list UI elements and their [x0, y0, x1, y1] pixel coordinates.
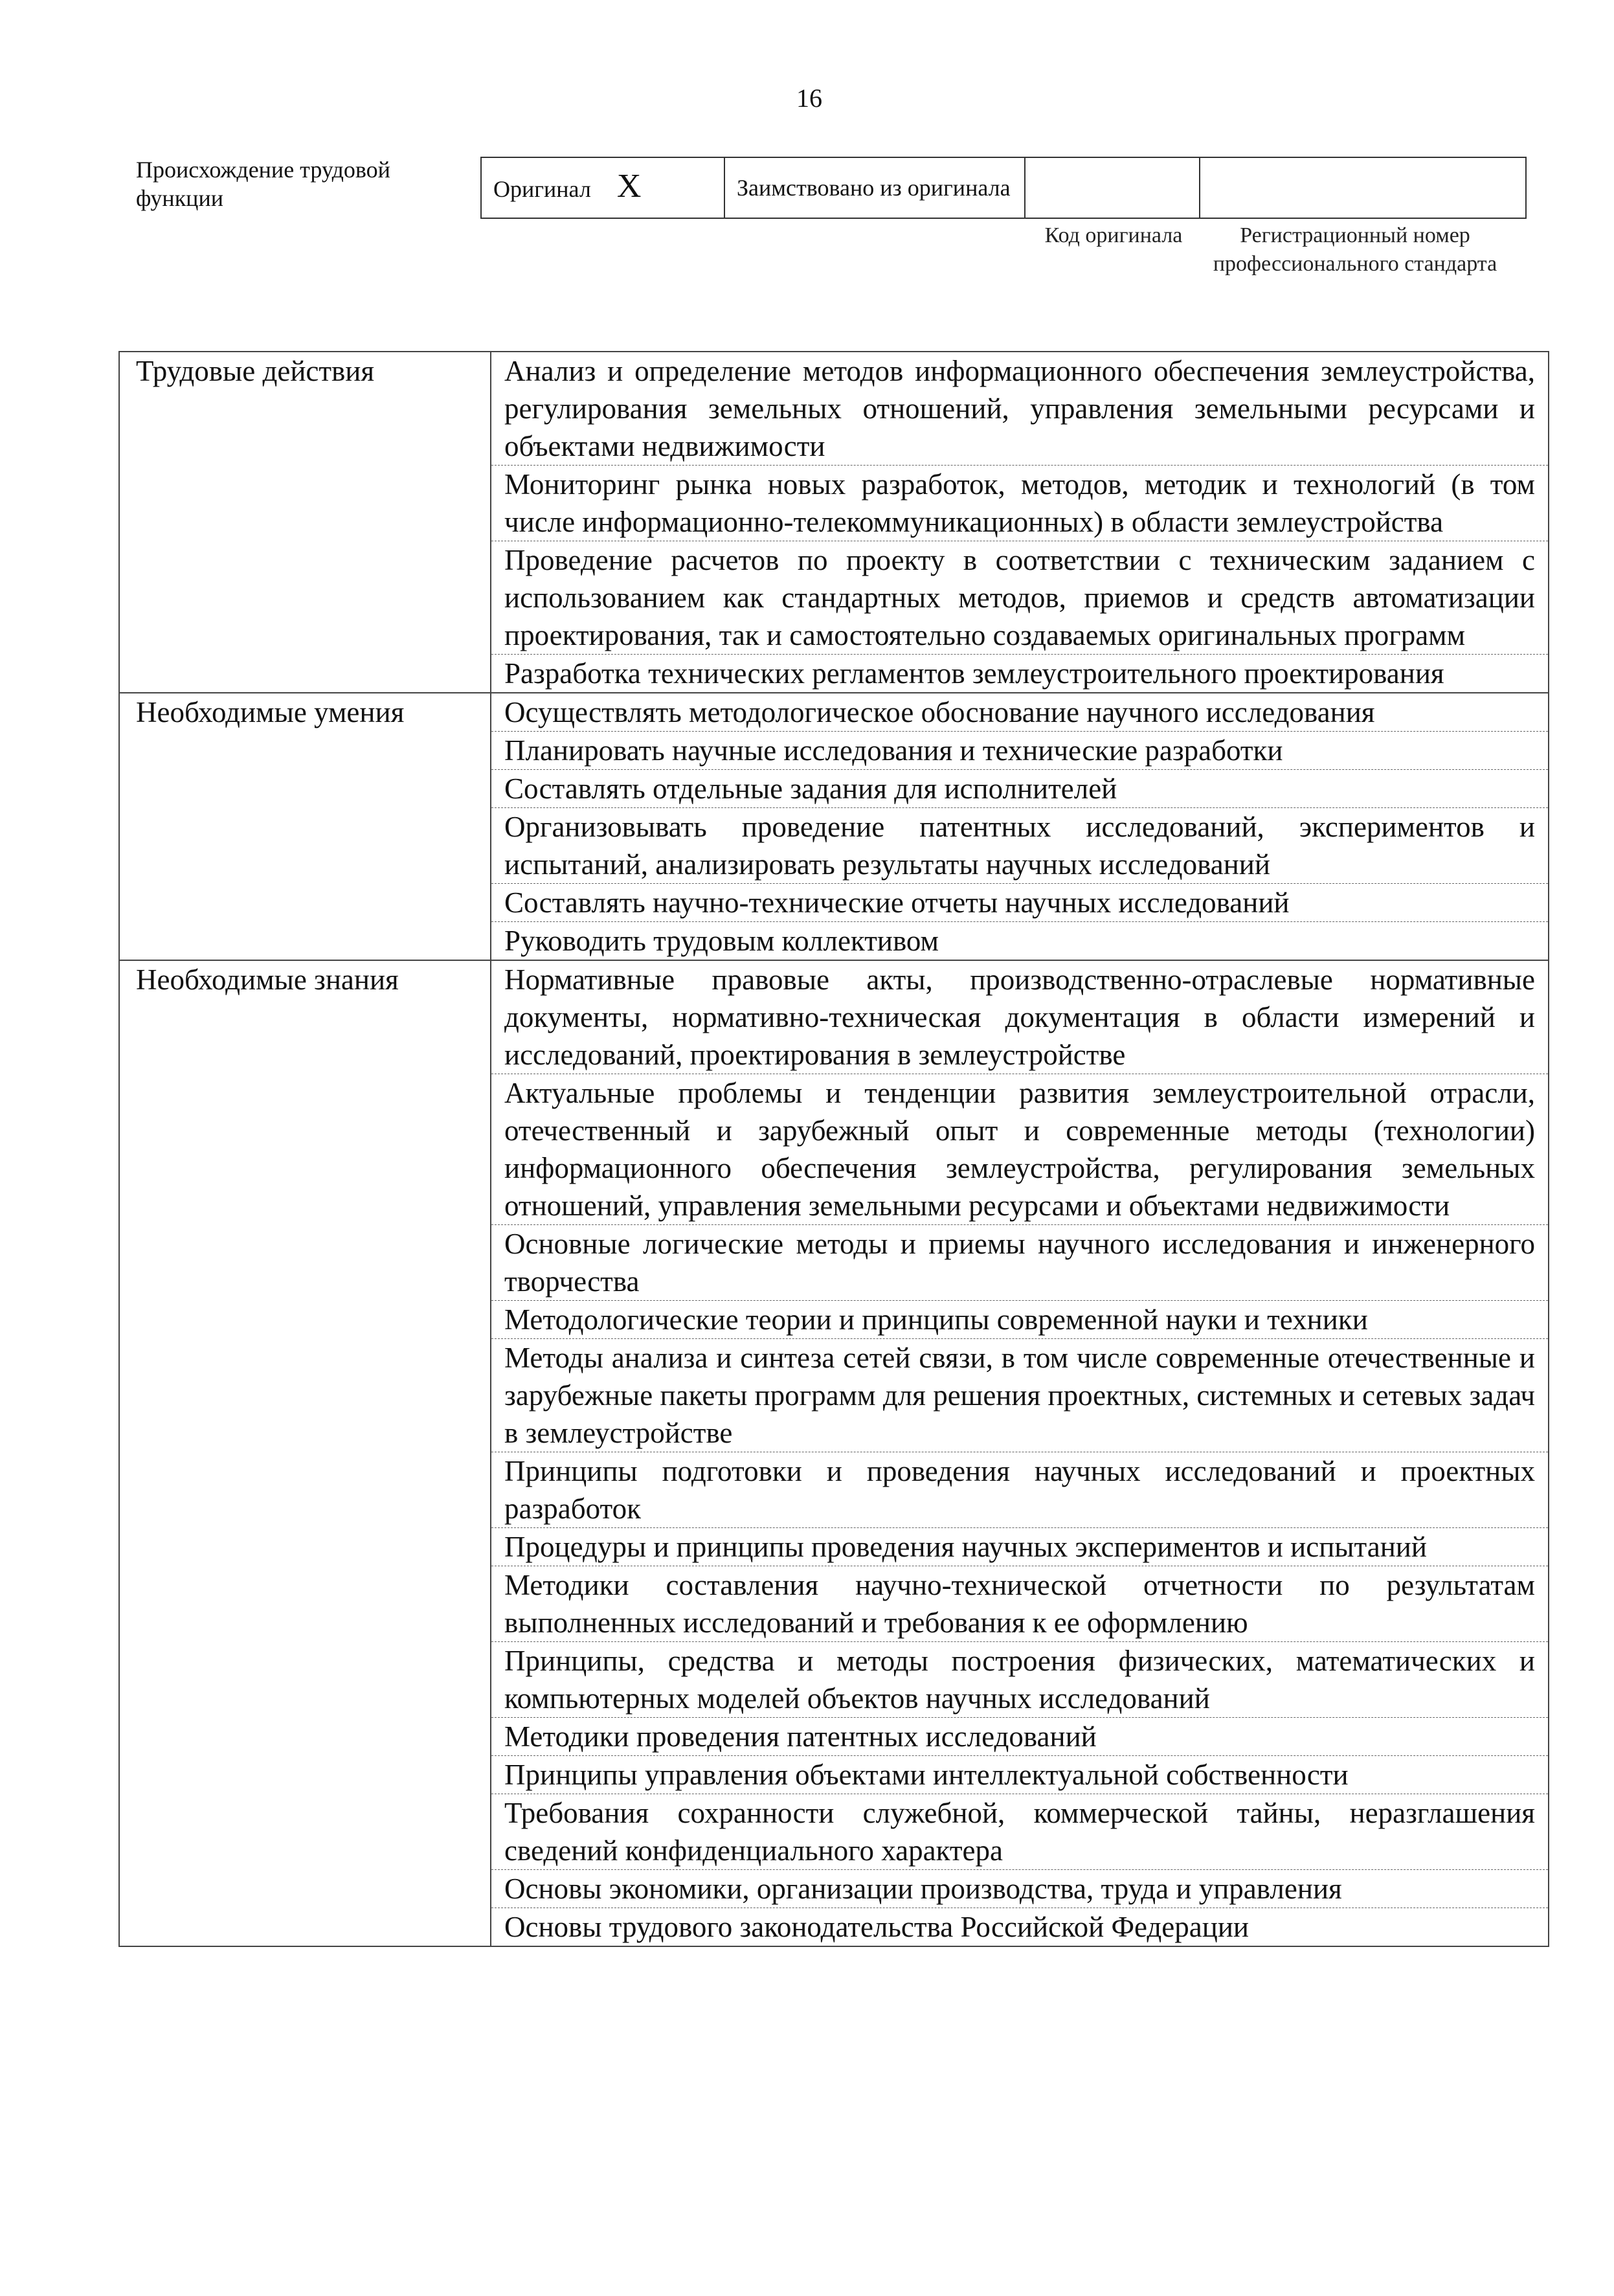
category-label: Трудовые действия [119, 352, 491, 466]
table-cell-item: Методологические теории и принципы современной науки и техники [491, 1301, 1549, 1339]
borrowed-cell [724, 157, 1025, 218]
table-cell-item: Нормативные правовые акты, производственно-отраслевые нормативные документы, нормативно-техническая документация в области измерений и исследований, проектирования в землеустройстве [491, 960, 1549, 1074]
table-row [119, 1566, 1549, 1642]
table-cell-item: Методики проведения патентных исследований [491, 1718, 1549, 1756]
table-cell-item: Составлять отдельные задания для исполнителей [491, 770, 1549, 808]
table-cell-item: Основные логические методы и приемы научного исследования и инженерного творчества [491, 1225, 1549, 1301]
category-spacer [119, 1339, 491, 1452]
category-spacer [119, 1642, 491, 1718]
category-spacer [119, 808, 491, 884]
borrowed-label: Заимствовано из оригинала [737, 175, 1011, 201]
category-spacer [119, 884, 491, 922]
labor-function-table [118, 351, 1549, 1947]
category-spacer [119, 1718, 491, 1756]
table-row [119, 732, 1549, 770]
table-row [119, 770, 1549, 808]
table-row [119, 693, 1549, 732]
table-row [119, 655, 1549, 693]
table-cell-item: Основы экономики, организации производства, труда и управления [491, 1870, 1549, 1908]
table-cell-item: Составлять научно-технические отчеты научных исследований [491, 884, 1549, 922]
table-row [119, 466, 1549, 541]
category-label: Необходимые знания [119, 960, 491, 1074]
table-cell-item: Мониторинг рынка новых разработок, методов, методик и технологий (в том числе информационно-телекоммуникационных) в области землеустройства [491, 466, 1549, 541]
table-row [119, 1908, 1549, 1947]
table-cell-item: Методы анализа и синтеза сетей связи, в том числе современные отечественные и зарубежные пакеты программ для решения проектных, системных и сетевых задач в землеустройстве [491, 1339, 1549, 1452]
table-cell-item: Руководить трудовым коллективом [491, 922, 1549, 961]
category-label: Необходимые умения [119, 693, 491, 732]
category-spacer [119, 1528, 491, 1566]
category-spacer [119, 541, 491, 655]
category-spacer [119, 922, 491, 961]
category-spacer [119, 1794, 491, 1870]
table-cell-item: Принципы подготовки и проведения научных исследований и проектных разработок [491, 1452, 1549, 1528]
table-row [119, 884, 1549, 922]
code-caption: Код оригинала [1044, 223, 1183, 247]
table-cell-item: Требования сохранности служебной, коммерческой тайны, неразглашения сведений конфиденциального характера [491, 1794, 1549, 1870]
table-cell-item: Разработка технических регламентов землеустроительного проектирования [491, 655, 1549, 693]
table-row [119, 960, 1549, 1074]
table-row [119, 1794, 1549, 1870]
category-spacer [119, 1908, 491, 1947]
table-cell-item: Основы трудового законодательства Российской Федерации [491, 1908, 1549, 1947]
category-spacer [119, 1870, 491, 1908]
origin-table [480, 157, 1527, 219]
category-spacer [119, 1074, 491, 1225]
table-row [119, 541, 1549, 655]
table-row [119, 1528, 1549, 1566]
table-cell-item: Методики составления научно-технической отчетности по результатам выполненных исследований и требования к ее оформлению [491, 1566, 1549, 1642]
table-cell-item: Актуальные проблемы и тенденции развития землеустроительной отрасли, отечественный и зарубежный опыт и современные методы (технологии) информационного обеспечения землеустройства, регулирования земельных отношений, управления земельными ресурсами и объектами недвижимости [491, 1074, 1549, 1225]
category-spacer [119, 1452, 491, 1528]
original-label: Оригинал [493, 176, 591, 202]
table-cell-item: Организовывать проведение патентных исследований, экспериментов и испытаний, анализировать результаты научных исследований [491, 808, 1549, 884]
table-cell-item: Осуществлять методологическое обоснование научного исследования [491, 693, 1549, 732]
table-row [119, 922, 1549, 961]
category-spacer [119, 466, 491, 541]
table-cell-item: Принципы, средства и методы построения физических, математических и компьютерных моделей объектов научных исследований [491, 1642, 1549, 1718]
table-row [119, 1718, 1549, 1756]
table-row [119, 1870, 1549, 1908]
reg-number-cell [1200, 157, 1526, 218]
table-cell-item: Процедуры и принципы проведения научных экспериментов и испытаний [491, 1528, 1549, 1566]
table-cell-item: Анализ и определение методов информационного обеспечения землеустройства, регулирования земельных отношений, управления земельными ресурсами и объектами недвижимости [491, 352, 1549, 466]
category-spacer [119, 770, 491, 808]
reg-caption: Регистрационный номер профессионального стандарта [1213, 223, 1497, 276]
origin-label: Происхождение трудовой функции [136, 157, 390, 211]
table-cell-item: Проведение расчетов по проекту в соответствии с техническим заданием с использованием как стандартных методов, приемов и средств автоматизации проектирования, так и самостоятельно создаваемых оригинальных программ [491, 541, 1549, 655]
code-cell [1025, 157, 1200, 218]
table-row [119, 1225, 1549, 1301]
table-cell-item: Принципы управления объектами интеллектуальной собственности [491, 1756, 1549, 1794]
table-row [119, 1756, 1549, 1794]
category-spacer [119, 1566, 491, 1642]
category-spacer [119, 732, 491, 770]
category-spacer [119, 1756, 491, 1794]
table-row [119, 1452, 1549, 1528]
table-row [119, 1301, 1549, 1339]
table-row [119, 808, 1549, 884]
table-row [119, 352, 1549, 466]
page-number: 16 [796, 84, 822, 113]
category-spacer [119, 655, 491, 693]
table-cell-item: Планировать научные исследования и технические разработки [491, 732, 1549, 770]
category-spacer [119, 1225, 491, 1301]
table-row [119, 1642, 1549, 1718]
category-spacer [119, 1301, 491, 1339]
original-mark: X [616, 168, 642, 205]
table-row [119, 1339, 1549, 1452]
original-cell [481, 157, 724, 218]
table-row [119, 1074, 1549, 1225]
